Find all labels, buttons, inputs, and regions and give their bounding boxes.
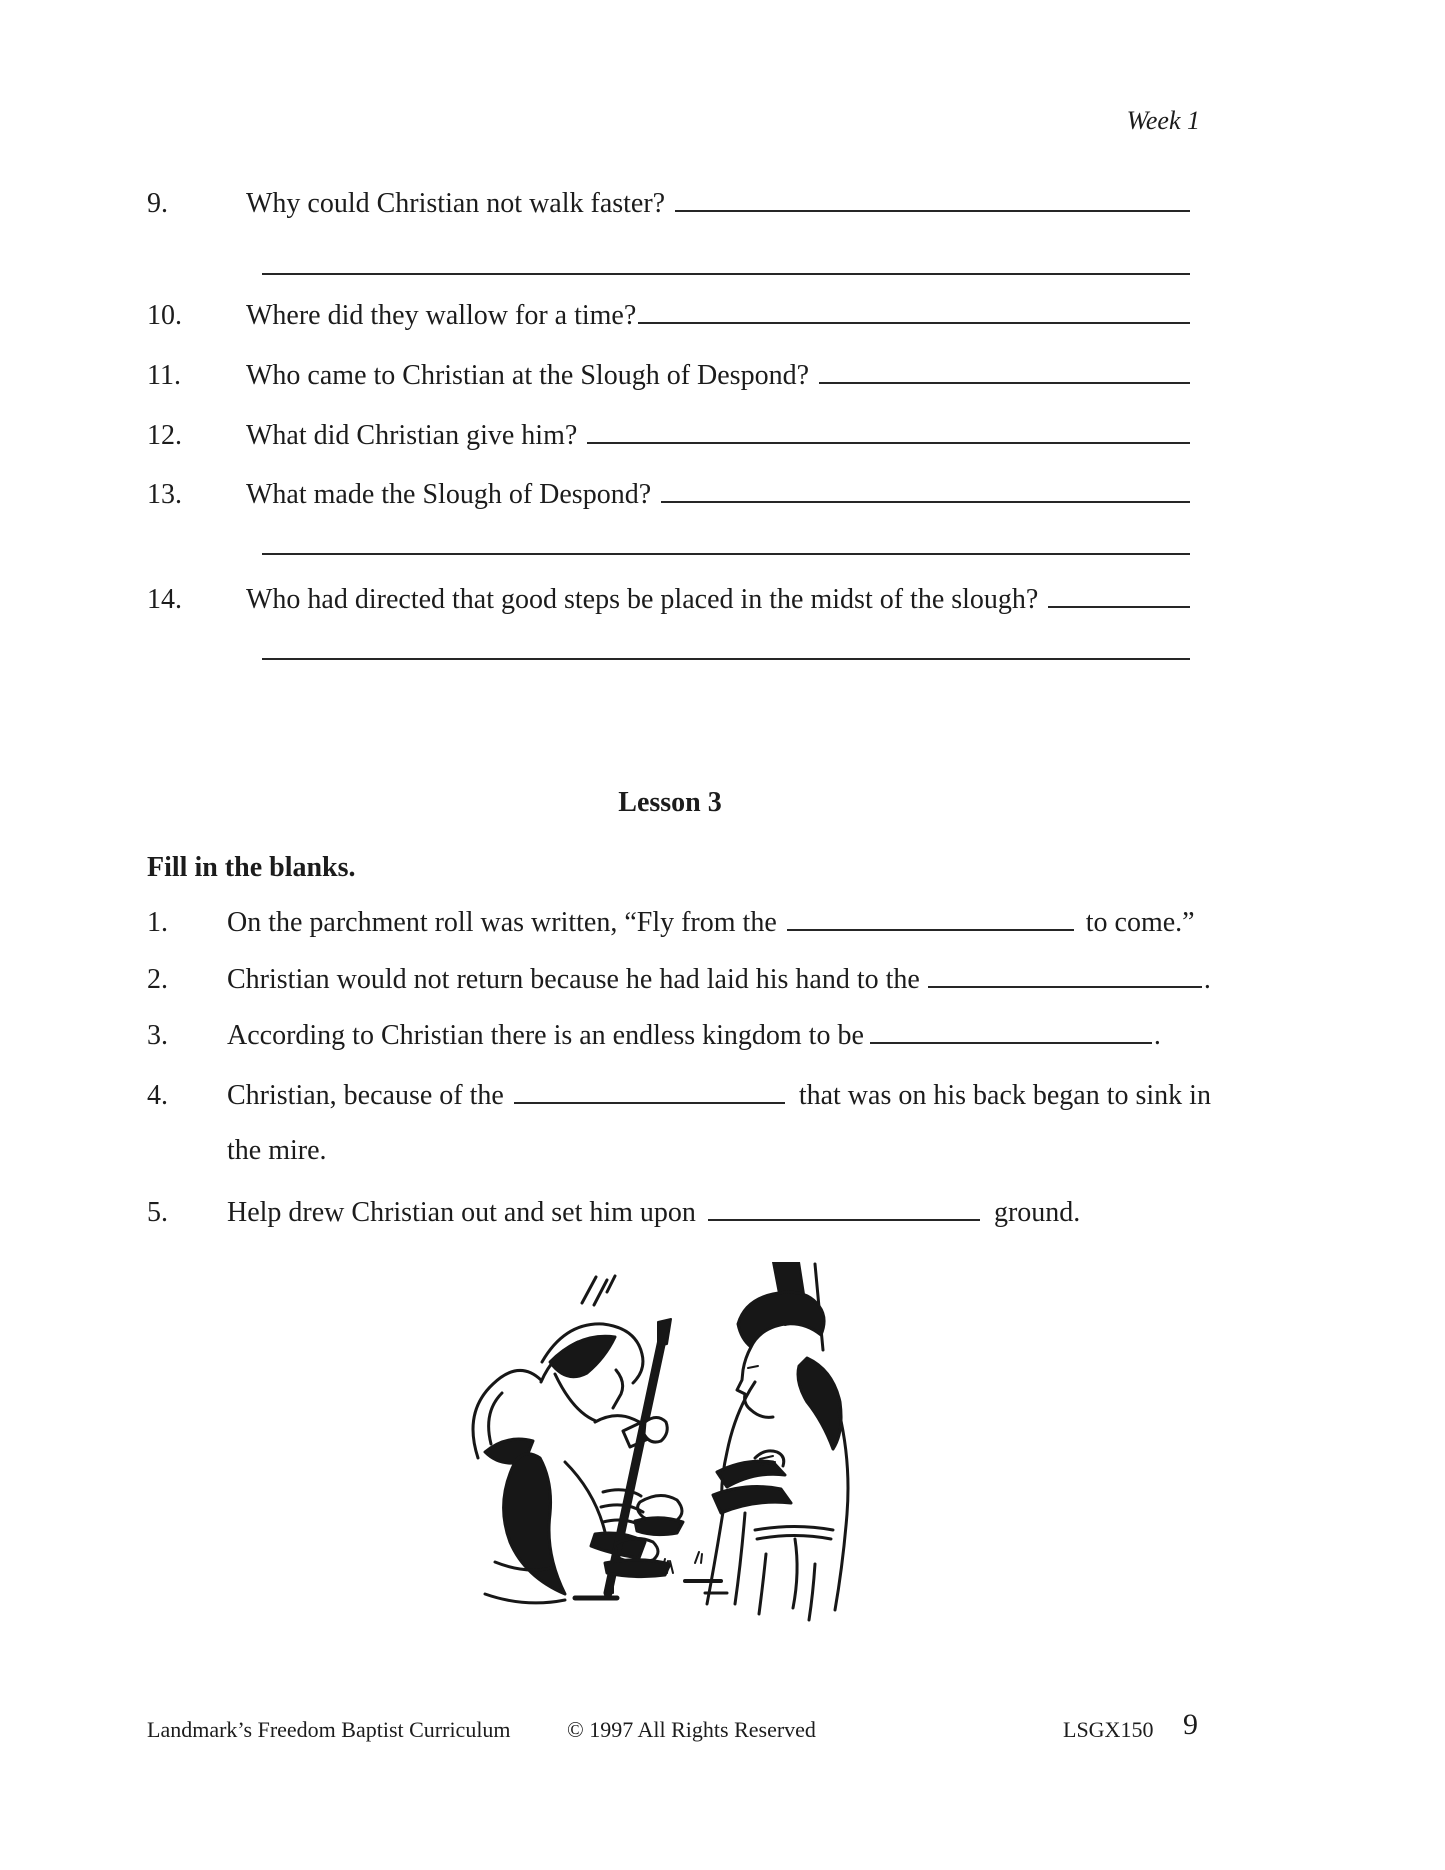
answer-blank: [638, 312, 1190, 324]
answer-blank: [870, 1032, 1152, 1044]
item-text-continuation: the mire.: [227, 1135, 327, 1166]
footer-document-code: LSGX150: [1063, 1717, 1154, 1742]
fill-in-the-blanks-instruction: Fill in the blanks.: [147, 852, 356, 883]
question-row-12: [147, 420, 1190, 452]
lesson-heading: Lesson 3: [618, 787, 722, 818]
question-number: 14.: [147, 584, 182, 615]
footer-page-number: 9: [1183, 1708, 1198, 1741]
question-number: 13.: [147, 479, 182, 510]
answer-blank: [587, 432, 1190, 444]
item-text-pre: According to Christian there is an endless kingdom to be: [227, 1020, 864, 1051]
fill-item-1: [147, 907, 1195, 939]
answer-line: [262, 658, 1190, 660]
footer-copyright: © 1997 All Rights Reserved: [567, 1717, 816, 1742]
item-text-post: that was on his back began to sink in: [798, 1080, 1211, 1111]
question-text: Where did they wallow for a time?: [246, 300, 637, 331]
item-number: 3.: [147, 1020, 168, 1051]
pilgrims-progress-illustration: [455, 1262, 855, 1627]
item-number: 2.: [147, 964, 168, 995]
answer-blank: [708, 1209, 980, 1221]
item-number: 1.: [147, 907, 168, 938]
item-text-post: ground.: [993, 1197, 1081, 1228]
question-text: Who had directed that good steps be placed in the midst of the slough?: [246, 584, 1039, 615]
question-row-13: [147, 479, 1190, 511]
fill-item-3: [147, 1020, 1161, 1052]
question-text: Who came to Christian at the Slough of Despond?: [246, 360, 809, 391]
item-text-post: .: [1203, 964, 1211, 995]
question-row-10: [147, 300, 1190, 332]
answer-line: [262, 553, 1190, 555]
item-text-pre: On the parchment roll was written, “Fly from the: [227, 907, 777, 938]
item-text-pre: Christian, because of the: [227, 1080, 504, 1111]
answer-blank: [514, 1092, 785, 1104]
item-text-post: to come.”: [1085, 907, 1195, 938]
question-number: 9.: [147, 188, 168, 219]
footer-curriculum-name: Landmark’s Freedom Baptist Curriculum: [147, 1717, 511, 1742]
answer-blank: [675, 200, 1190, 212]
item-text-post: .: [1153, 1020, 1161, 1051]
question-row-9: [147, 188, 1190, 220]
item-number: 4.: [147, 1080, 168, 1111]
fill-item-5: [147, 1197, 1080, 1229]
answer-blank: [819, 372, 1190, 384]
question-text: Why could Christian not walk faster?: [246, 188, 666, 219]
answer-blank: [661, 491, 1190, 503]
question-number: 12.: [147, 420, 182, 451]
question-row-14: [147, 584, 1190, 616]
fill-item-2: [147, 964, 1211, 996]
item-number: 5.: [147, 1197, 168, 1228]
question-text: What did Christian give him?: [246, 420, 578, 451]
week-label: Week 1: [1126, 106, 1200, 135]
question-row-11: [147, 360, 1190, 392]
item-text-pre: Christian would not return because he had laid his hand to the: [227, 964, 920, 995]
question-number: 10.: [147, 300, 182, 331]
item-text-pre: Help drew Christian out and set him upon: [227, 1197, 696, 1228]
answer-blank: [787, 919, 1074, 931]
question-text: What made the Slough of Despond?: [246, 479, 652, 510]
question-number: 11.: [147, 360, 181, 391]
fill-item-4: [147, 1080, 1211, 1112]
answer-blank: [928, 976, 1202, 988]
answer-blank: [1048, 596, 1190, 608]
answer-line: [262, 273, 1190, 275]
